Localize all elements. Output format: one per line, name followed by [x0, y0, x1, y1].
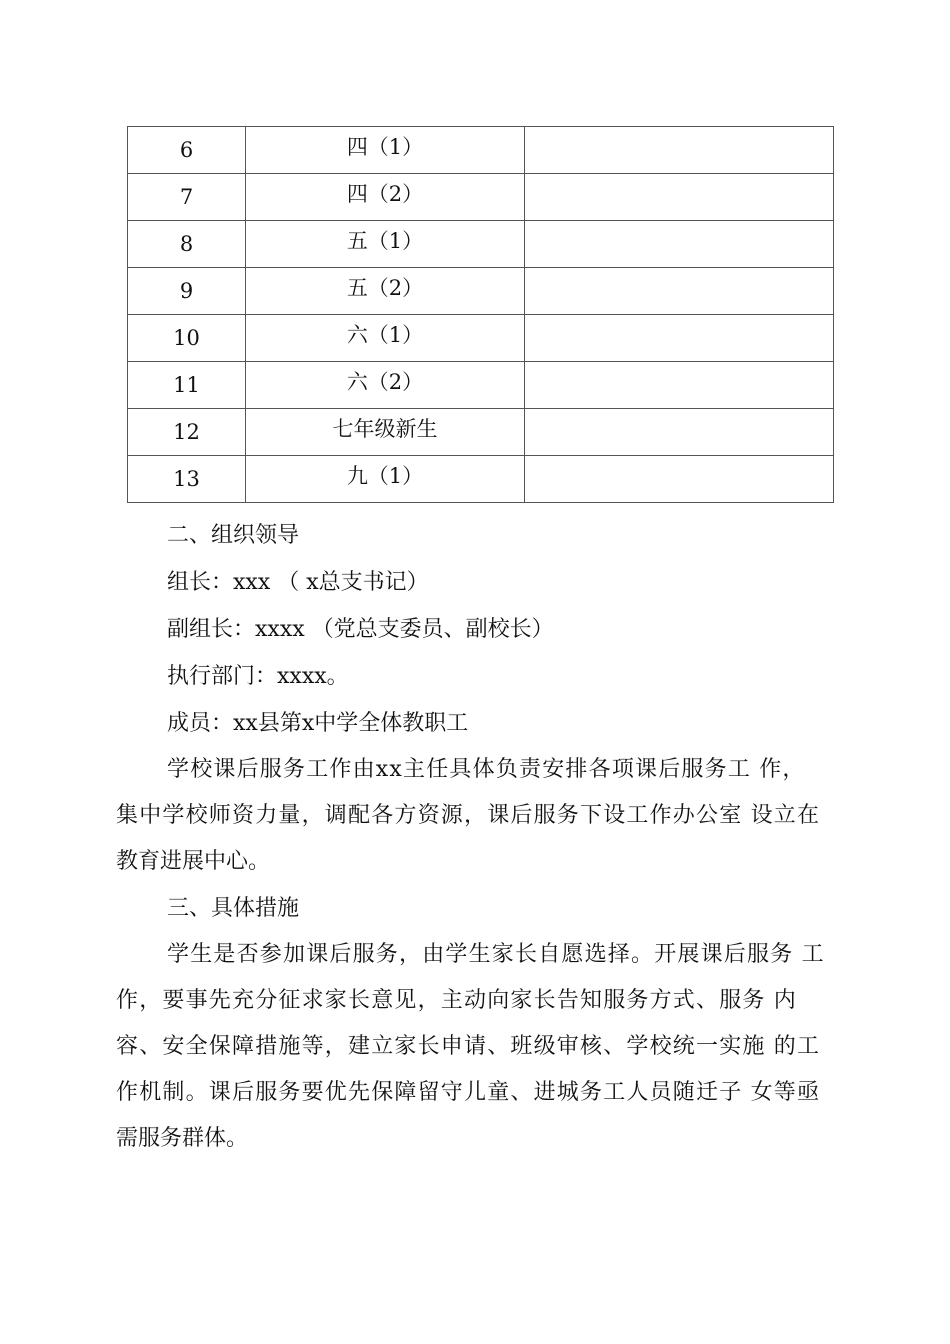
section-3-paragraph-line: 作机制。课后服务要优先保障留守儿童、进城务工人员随迁子 女等亟	[116, 1080, 821, 1105]
note-cell	[525, 315, 834, 362]
section-3-paragraph-line: 学生是否参加课后服务，由学生家长自愿选择。开展课后服务 工	[167, 942, 825, 967]
section-3-heading: 三、具体措施	[167, 896, 300, 921]
note-cell	[525, 174, 834, 221]
table-row	[128, 221, 834, 268]
class-name-cell-text: 四（1）	[346, 135, 424, 159]
class-roster-table	[127, 126, 834, 503]
row-number-cell	[128, 362, 246, 409]
section-3-paragraph-line: 容、安全保障措施等，建立家长申请、班级审核、学校统一实施 的工	[116, 1034, 821, 1059]
note-cell	[525, 127, 834, 174]
row-number-cell-text: 13	[173, 467, 200, 491]
class-name-cell-text: 四（2）	[346, 182, 424, 206]
note-cell	[525, 362, 834, 409]
class-name-cell	[246, 268, 525, 315]
row-number-cell-text: 9	[179, 279, 194, 303]
row-number-cell	[128, 127, 246, 174]
executive-dept-line: 执行部门：xxxx。	[167, 664, 349, 689]
leader-line: 组长：xxx （ x总支书记）	[167, 570, 429, 595]
section-2-heading: 二、组织领导	[167, 523, 300, 548]
class-roster-body	[128, 127, 834, 503]
row-number-cell-text: 11	[173, 373, 200, 397]
table-row	[128, 268, 834, 315]
class-name-cell-text: 五（1）	[346, 229, 424, 253]
table-row	[128, 127, 834, 174]
note-cell	[525, 409, 834, 456]
note-cell	[525, 268, 834, 315]
class-name-cell-text: 七年级新生	[332, 417, 438, 441]
class-name-cell-text: 六（1）	[346, 323, 424, 347]
members-line: 成员：xx县第x中学全体教职工	[167, 711, 469, 736]
deputy-leader-line: 副组长：xxxx （党总支委员、副校长）	[167, 617, 554, 642]
row-number-cell	[128, 221, 246, 268]
class-name-cell	[246, 174, 525, 221]
row-number-cell-text: 6	[179, 138, 194, 162]
section-2-paragraph-line: 学校课后服务工作由xx主任具体负责安排各项课后服务工 作，	[167, 757, 806, 782]
table-row	[128, 315, 834, 362]
section-3-paragraph-line: 需服务群体。	[116, 1126, 249, 1151]
table-row	[128, 456, 834, 503]
row-number-cell-text: 7	[179, 185, 194, 209]
class-name-cell-text: 九（1）	[346, 464, 424, 488]
section-2-paragraph-line: 教育进展中心。	[116, 849, 271, 874]
row-number-cell-text: 8	[179, 232, 194, 256]
section-3-paragraph-line: 作，要事先充分征求家长意见，主动向家长告知服务方式、服务 内	[116, 988, 797, 1013]
class-name-cell-text: 五（2）	[346, 276, 424, 300]
table-row	[128, 362, 834, 409]
class-name-cell	[246, 221, 525, 268]
class-name-cell	[246, 362, 525, 409]
table-row	[128, 174, 834, 221]
class-name-cell-text: 六（2）	[346, 370, 424, 394]
section-2-paragraph-line: 集中学校师资力量，调配各方资源，课后服务下设工作办公室 设立在	[116, 803, 821, 828]
row-number-cell	[128, 174, 246, 221]
row-number-cell	[128, 268, 246, 315]
row-number-cell-text: 12	[173, 420, 200, 444]
table-row	[128, 409, 834, 456]
note-cell	[525, 456, 834, 503]
row-number-cell	[128, 315, 246, 362]
class-name-cell	[246, 409, 525, 456]
note-cell	[525, 221, 834, 268]
class-name-cell	[246, 456, 525, 503]
row-number-cell-text: 10	[173, 326, 200, 350]
row-number-cell	[128, 409, 246, 456]
class-name-cell	[246, 127, 525, 174]
class-name-cell	[246, 315, 525, 362]
row-number-cell	[128, 456, 246, 503]
